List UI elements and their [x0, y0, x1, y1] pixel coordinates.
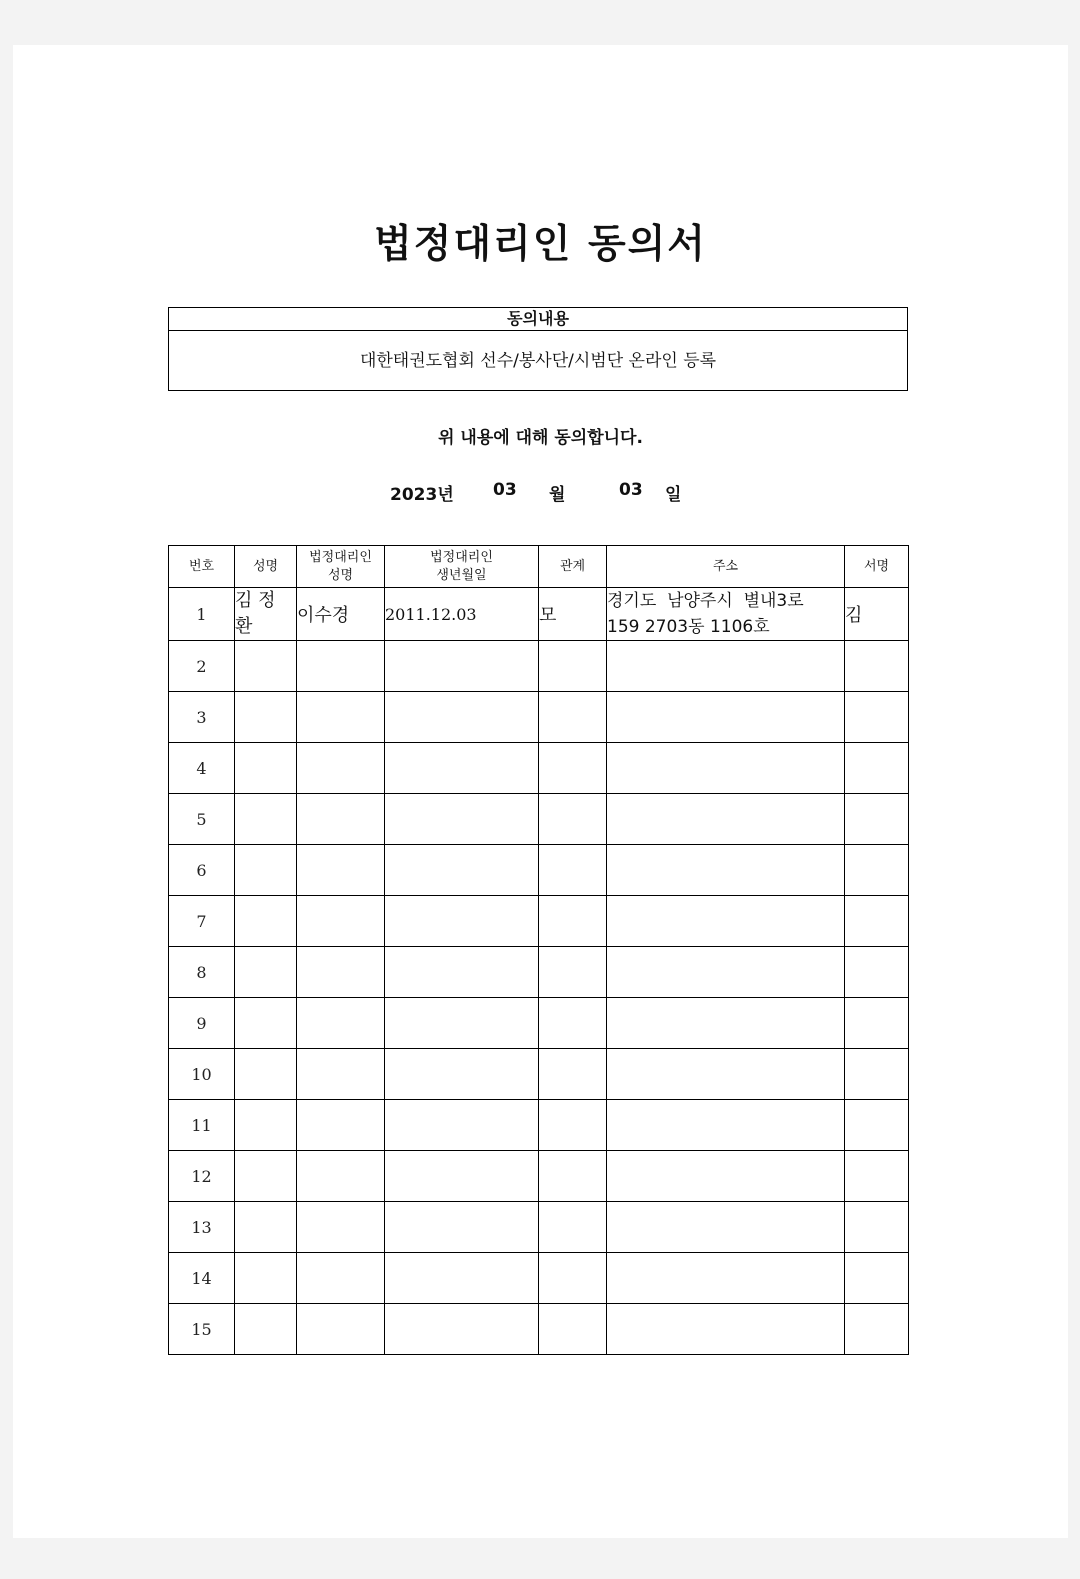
row-address: [607, 743, 845, 794]
agreement-statement: 위 내용에 대해 동의합니다.: [438, 428, 643, 448]
document-page: [13, 45, 1068, 1538]
row-guardian-birth: [385, 692, 539, 743]
table-row: [169, 692, 909, 743]
row-address: [607, 641, 845, 692]
row-address: [607, 794, 845, 845]
header-guardian-name-line1: 법정대리인: [309, 549, 372, 565]
row-guardian-birth: [385, 947, 539, 998]
row-signature: [845, 1304, 909, 1355]
row-address-line1: 경기도 남양주시 별내3로: [607, 591, 804, 611]
row-guardian-name: [297, 641, 385, 692]
row-number: 7: [169, 896, 235, 947]
row-name: [235, 1253, 297, 1304]
row-guardian-name: [297, 1151, 385, 1202]
row-signature: [845, 998, 909, 1049]
header-relation: 관계: [539, 546, 607, 588]
row-number: 8: [169, 947, 235, 998]
row-guardian-birth: [385, 641, 539, 692]
row-name: [235, 641, 297, 692]
row-signature: 김: [845, 588, 909, 641]
row-address: [607, 1202, 845, 1253]
row-number: 1: [169, 588, 235, 641]
row-guardian-birth: [385, 743, 539, 794]
row-guardian-name: [297, 1202, 385, 1253]
header-guardian-name-line2: 성명: [327, 567, 354, 583]
document-title: 법정대리인 동의서: [374, 222, 707, 267]
row-number: 6: [169, 845, 235, 896]
row-guardian-name: [297, 1100, 385, 1151]
row-guardian-name: [297, 743, 385, 794]
date-day-unit: 일: [665, 485, 682, 505]
row-address: [607, 896, 845, 947]
row-address: [607, 1049, 845, 1100]
row-relation: [539, 641, 607, 692]
table-row: [169, 1202, 909, 1253]
row-signature: [845, 1049, 909, 1100]
row-relation: [539, 947, 607, 998]
row-relation: [539, 743, 607, 794]
row-guardian-birth: [385, 1049, 539, 1100]
row-address: [607, 998, 845, 1049]
row-number: 10: [169, 1049, 235, 1100]
table-row: [169, 1151, 909, 1202]
header-number: 번호: [169, 546, 235, 588]
row-name-line1: 김 정: [235, 590, 276, 611]
date-month-unit: 월: [549, 485, 566, 505]
row-signature: [845, 1253, 909, 1304]
table-row: [169, 998, 909, 1049]
row-relation: [539, 692, 607, 743]
row-name: [235, 896, 297, 947]
row-guardian-name: [297, 896, 385, 947]
row-name-line2: 환: [235, 616, 253, 637]
row-relation: 모: [539, 588, 607, 641]
row-address: [607, 1100, 845, 1151]
table-row: [169, 896, 909, 947]
row-name: [235, 1202, 297, 1253]
consent-header: 동의내용: [169, 308, 907, 331]
row-guardian-name: [297, 1049, 385, 1100]
row-relation: [539, 845, 607, 896]
row-address: [607, 588, 845, 641]
row-name: [235, 845, 297, 896]
row-signature: [845, 1100, 909, 1151]
header-signature: 서명: [845, 546, 909, 588]
row-name: [235, 947, 297, 998]
table-header-row: [169, 546, 909, 588]
row-signature: [845, 1202, 909, 1253]
row-guardian-name: 이수경: [297, 588, 385, 641]
row-name: [235, 588, 297, 641]
row-guardian-birth: [385, 1304, 539, 1355]
row-number: 2: [169, 641, 235, 692]
row-name: [235, 692, 297, 743]
header-address: 주소: [607, 546, 845, 588]
row-address: [607, 1151, 845, 1202]
table-row: [169, 1100, 909, 1151]
header-guardian-birth-line1: 법정대리인: [430, 549, 493, 565]
row-signature: [845, 947, 909, 998]
row-number: 5: [169, 794, 235, 845]
row-signature: [845, 794, 909, 845]
row-number: 9: [169, 998, 235, 1049]
row-address: [607, 947, 845, 998]
row-signature: [845, 641, 909, 692]
row-number: 15: [169, 1304, 235, 1355]
row-guardian-birth: [385, 1100, 539, 1151]
row-signature: [845, 743, 909, 794]
row-relation: [539, 1202, 607, 1253]
row-signature: [845, 1151, 909, 1202]
row-guardian-birth: [385, 845, 539, 896]
row-name: [235, 743, 297, 794]
row-number: 12: [169, 1151, 235, 1202]
header-guardian-birth-line2: 생년월일: [436, 567, 487, 583]
row-signature: [845, 692, 909, 743]
guardian-table: [168, 545, 909, 1355]
row-guardian-name: [297, 794, 385, 845]
row-address: [607, 1304, 845, 1355]
header-name: 성명: [235, 546, 297, 588]
row-relation: [539, 1151, 607, 1202]
row-guardian-birth: [385, 1253, 539, 1304]
table-row: [169, 947, 909, 998]
table-row: [169, 794, 909, 845]
date-month: 03: [493, 480, 517, 500]
row-name: [235, 1049, 297, 1100]
date-year: 2023년: [390, 485, 454, 505]
row-name: [235, 1151, 297, 1202]
row-address: [607, 692, 845, 743]
row-guardian-birth: [385, 998, 539, 1049]
row-relation: [539, 1049, 607, 1100]
table-row: [169, 845, 909, 896]
table-row: [169, 1253, 909, 1304]
row-guardian-name: [297, 1304, 385, 1355]
row-name: [235, 1304, 297, 1355]
header-guardian-name: [297, 546, 385, 588]
date-day: 03: [619, 480, 643, 500]
row-signature: [845, 896, 909, 947]
header-guardian-birth: [385, 546, 539, 588]
row-guardian-birth: [385, 1151, 539, 1202]
table-row: [169, 641, 909, 692]
consent-content-box: [168, 307, 908, 391]
row-relation: [539, 998, 607, 1049]
row-signature: [845, 845, 909, 896]
row-guardian-birth: [385, 1202, 539, 1253]
row-guardian-name: [297, 845, 385, 896]
row-number: 4: [169, 743, 235, 794]
row-address: [607, 845, 845, 896]
row-address-line2: 159 2703동 1106호: [607, 617, 770, 637]
row-name: [235, 794, 297, 845]
row-number: 11: [169, 1100, 235, 1151]
table-row: [169, 1049, 909, 1100]
row-guardian-birth: [385, 794, 539, 845]
row-relation: [539, 1304, 607, 1355]
row-relation: [539, 794, 607, 845]
row-number: 14: [169, 1253, 235, 1304]
row-address: [607, 1253, 845, 1304]
row-guardian-name: [297, 1253, 385, 1304]
table-row: [169, 743, 909, 794]
row-number: 3: [169, 692, 235, 743]
row-name: [235, 1100, 297, 1151]
row-relation: [539, 1253, 607, 1304]
row-guardian-name: [297, 998, 385, 1049]
table-row: [169, 1304, 909, 1355]
table-row: [169, 588, 909, 641]
row-relation: [539, 1100, 607, 1151]
row-guardian-birth: [385, 896, 539, 947]
consent-body: 대한태권도협회 선수/봉사단/시범단 온라인 등록: [359, 351, 717, 371]
row-number: 13: [169, 1202, 235, 1253]
row-name: [235, 998, 297, 1049]
row-guardian-name: [297, 947, 385, 998]
row-guardian-name: [297, 692, 385, 743]
row-relation: [539, 896, 607, 947]
row-guardian-birth: 2011.12.03: [385, 588, 539, 641]
